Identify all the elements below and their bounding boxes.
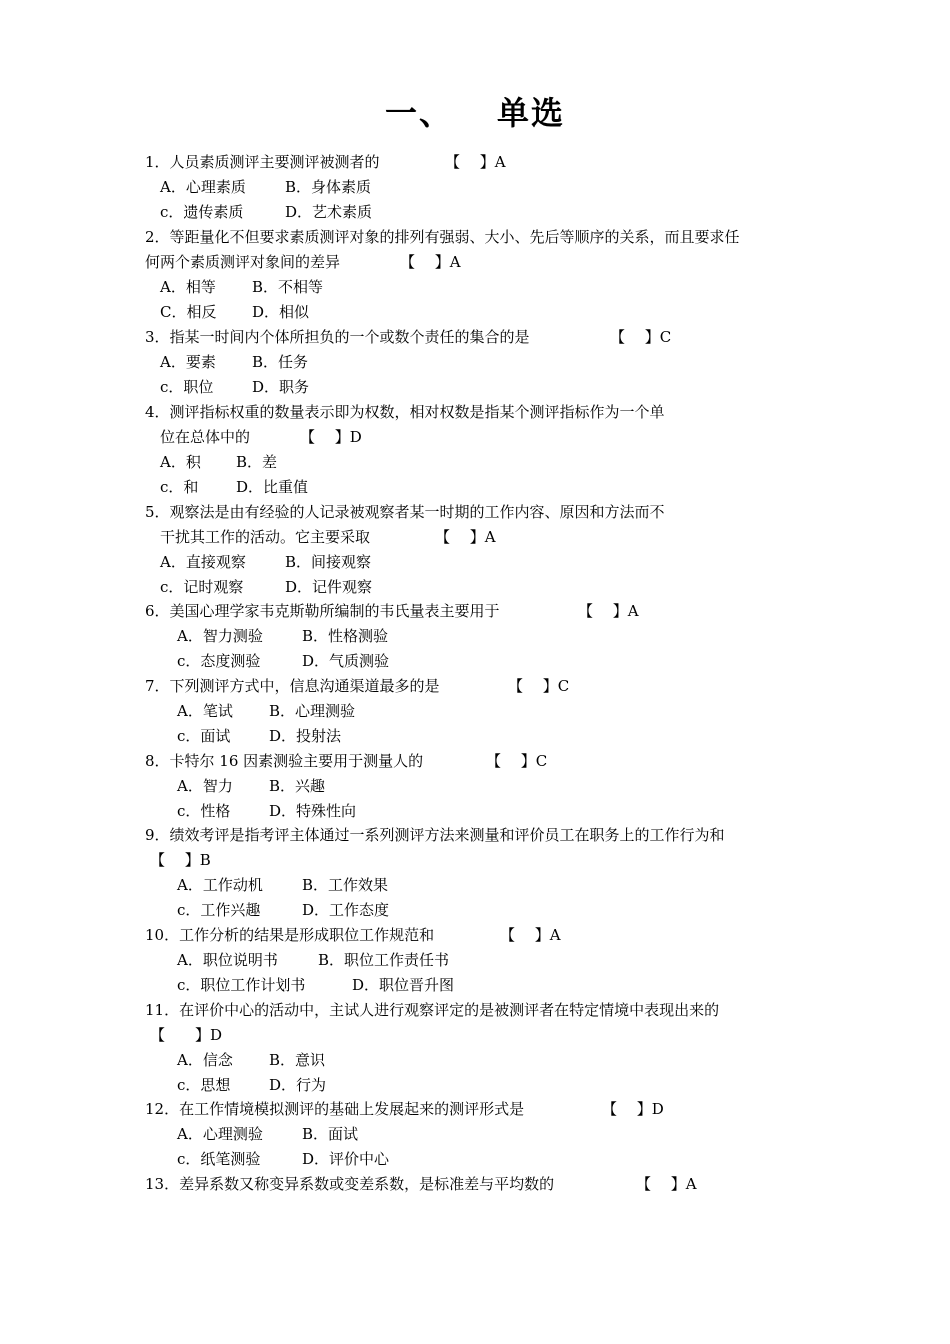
option-right: D．职位晋升图 (352, 976, 455, 994)
answer-bracket: 【 】A (445, 153, 506, 171)
question-text: 7．下列测评方式中，信息沟通渠道最多的是 (145, 677, 440, 695)
option-right: B．差 (236, 453, 278, 471)
option-left: A．笔试 (177, 702, 233, 720)
option-left: c．记时观察 (160, 578, 244, 596)
option-left: A．职位说明书 (177, 951, 278, 969)
question-text: 干扰其工作的活动。它主要采取 (160, 528, 371, 546)
question-text: 12．在工作情境模拟测评的基础上发展起来的测评形式是 (145, 1100, 525, 1118)
question-text: 11．在评价中心的活动中，主试人进行观察评定的是被测评者在特定情境中表现出来的 (145, 1001, 720, 1019)
option-right: D．职务 (252, 378, 310, 396)
option-left: A．工作动机 (177, 876, 263, 894)
answer-bracket: 【 】B (150, 851, 211, 869)
question-text: 6．美国心理学家韦克斯勒所编制的韦氏量表主要用于 (145, 602, 500, 620)
option-right: D．行为 (269, 1076, 327, 1094)
option-left: c．和 (160, 478, 199, 496)
question-text: 5．观察法是由有经验的人记录被观察者某一时期的工作内容、原因和方法而不 (145, 503, 665, 521)
option-right: B．性格测验 (302, 627, 389, 645)
option-right: D．相似 (252, 303, 310, 321)
option-right: B．工作效果 (302, 876, 389, 894)
option-right: B．间接观察 (285, 553, 372, 571)
question-text: 10．工作分析的结果是形成职位工作规范和 (145, 926, 435, 944)
option-left: A．积 (160, 453, 201, 471)
option-left: c．思想 (177, 1076, 231, 1094)
option-left: c．纸笔测验 (177, 1150, 261, 1168)
option-right: B．面试 (302, 1125, 359, 1143)
option-left: c．工作兴趣 (177, 901, 261, 919)
option-right: D．特殊性向 (269, 802, 357, 820)
option-left: A．智力测验 (177, 627, 263, 645)
answer-bracket: 【 】D (602, 1100, 664, 1118)
option-left: c．性格 (177, 802, 231, 820)
option-right: B．职位工作责任书 (318, 951, 450, 969)
option-left: A．心理测验 (177, 1125, 263, 1143)
question-text: 9．绩效考评是指考评主体通过一系列测评方法来测量和评价员工在职务上的工作行为和 (145, 826, 725, 844)
option-right: D．工作态度 (302, 901, 390, 919)
option-right: B．心理测验 (269, 702, 356, 720)
option-left: C．相反 (160, 303, 217, 321)
option-right: D．记件观察 (285, 578, 373, 596)
answer-bracket: 【 】A (500, 926, 561, 944)
option-left: c．态度测验 (177, 652, 261, 670)
option-left: c．面试 (177, 727, 231, 745)
answer-bracket: 【 】D (300, 428, 362, 446)
answer-bracket: 【 】C (486, 752, 548, 770)
option-right: B．不相等 (252, 278, 324, 296)
answer-bracket: 【 】C (508, 677, 570, 695)
option-left: c．职位 (160, 378, 214, 396)
answer-bracket: 【 】A (400, 253, 461, 271)
option-right: B．身体素质 (285, 178, 372, 196)
option-left: c．职位工作计划书 (177, 976, 306, 994)
answer-bracket: 【 】A (578, 602, 639, 620)
section-number: 一、 (384, 94, 453, 132)
section-heading (0, 88, 950, 134)
option-right: D．投射法 (269, 727, 342, 745)
option-left: A．直接观察 (160, 553, 246, 571)
answer-bracket: 【 】D (150, 1026, 223, 1044)
question-text: 4．测评指标权重的数量表示即为权数，相对权数是指某个测评指标作为一个单 (145, 403, 665, 421)
option-right: B．任务 (252, 353, 309, 371)
question-text: 何两个素质测评对象间的差异 (145, 253, 341, 271)
question-text: 13．差异系数又称变异系数或变差系数，是标准差与平均数的 (145, 1175, 555, 1193)
option-left: A．要素 (160, 353, 216, 371)
question-text: 8．卡特尔 16 因素测验主要用于测量人的 (145, 752, 424, 770)
question-text: 1．人员素质测评主要测评被测者的 (145, 153, 380, 171)
option-left: A．信念 (177, 1051, 233, 1069)
answer-bracket: 【 】A (435, 528, 496, 546)
option-right: D．比重值 (236, 478, 309, 496)
option-right: B．意识 (269, 1051, 326, 1069)
option-left: A．心理素质 (160, 178, 246, 196)
question-text: 3．指某一时间内个体所担负的一个或数个责任的集合的是 (145, 328, 530, 346)
option-right: D．评价中心 (302, 1150, 390, 1168)
option-right: D．气质测验 (302, 652, 390, 670)
option-right: D．艺术素质 (285, 203, 373, 221)
option-left: A．智力 (177, 777, 233, 795)
answer-bracket: 【 】A (636, 1175, 697, 1193)
section-title: 单选 (497, 94, 566, 132)
option-left: c．遗传素质 (160, 203, 244, 221)
answer-bracket: 【 】C (610, 328, 672, 346)
question-text: 位在总体中的 (160, 428, 251, 446)
option-left: A．相等 (160, 278, 216, 296)
question-text: 2．等距量化不但要求素质测评对象的排列有强弱、大小、先后等顺序的关系，而且要求任 (145, 228, 740, 246)
option-right: B．兴趣 (269, 777, 326, 795)
